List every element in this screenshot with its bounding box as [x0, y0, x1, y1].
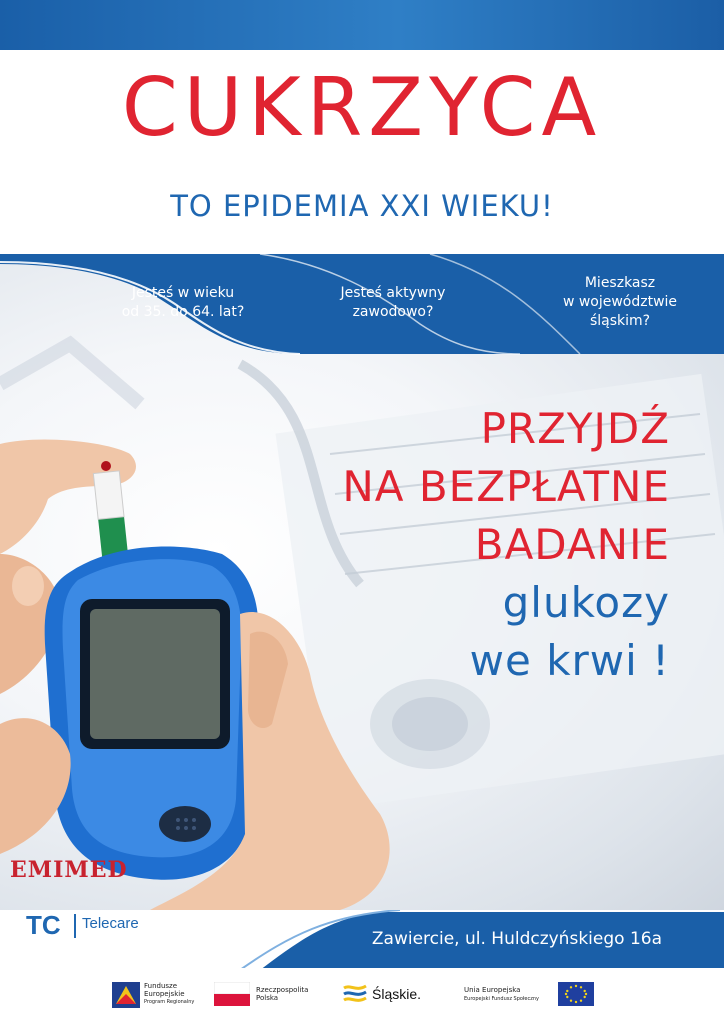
- question-region-line2: w województwie: [562, 294, 678, 310]
- question-work: [318, 284, 468, 322]
- question-region: [540, 274, 700, 331]
- question-age-line2: od 35. do 64. lat?: [121, 304, 245, 320]
- question-work-line2: zawodowo?: [352, 304, 434, 320]
- cta-line-3: BADANIE: [474, 520, 670, 569]
- question-work-line1: Jesteś aktywny: [340, 285, 446, 301]
- question-age: [98, 284, 268, 322]
- call-to-action: [342, 400, 670, 690]
- emimed-logo: [10, 857, 150, 901]
- fe-stars-icon: [112, 982, 140, 1008]
- fe-line3: Program Regionalny: [144, 999, 195, 1005]
- rp-line2: Polska: [256, 994, 279, 1002]
- telecare-name: Telecare: [82, 915, 139, 932]
- cta-line-2: NA BEZPŁATNE: [342, 462, 670, 511]
- ue-line2: Europejski Fundusz Społeczny: [464, 996, 539, 1002]
- polish-flag-icon: [214, 982, 250, 1006]
- poster-title: CUKRZYCA: [121, 61, 603, 154]
- question-region-line1: Mieszkasz: [584, 275, 656, 291]
- telecare-logo: [26, 910, 176, 948]
- question-region-line3: śląskim?: [589, 313, 651, 329]
- slaskie-logo: [342, 982, 442, 1008]
- eu-flag-icon: [558, 982, 594, 1006]
- telecare-divider: [74, 914, 76, 938]
- cta-line-5: we krwi !: [469, 636, 670, 685]
- ue-line1: Unia Europejska: [464, 986, 521, 994]
- cta-line-1: PRZYJDŹ: [480, 404, 670, 453]
- unia-europejska-logo: [464, 982, 594, 1008]
- emimed-logo-text: EMIMED: [10, 857, 128, 883]
- cta-line-4: glukozy: [502, 578, 670, 627]
- event-address: Zawiercie, ul. Huldczyńskiego 16a: [371, 929, 662, 949]
- glucometer-photo: [0, 254, 724, 910]
- top-bar: [0, 0, 724, 50]
- fundusze-europejskie-logo: [112, 982, 212, 1008]
- rp-line1: Rzeczpospolita: [256, 986, 309, 994]
- fe-line2: Europejskie: [144, 990, 185, 998]
- rzeczpospolita-polska-logo: [214, 982, 324, 1008]
- telecare-mark: TC: [26, 910, 61, 940]
- slaskie-text: Śląskie.: [372, 986, 422, 1002]
- fe-line1: Fundusze: [144, 982, 178, 990]
- question-age-line1: Jesteś w wieku: [131, 285, 235, 301]
- slaskie-wave-icon: [342, 982, 368, 1006]
- poster-subtitle: TO EPIDEMIA XXI WIEKU!: [170, 189, 554, 223]
